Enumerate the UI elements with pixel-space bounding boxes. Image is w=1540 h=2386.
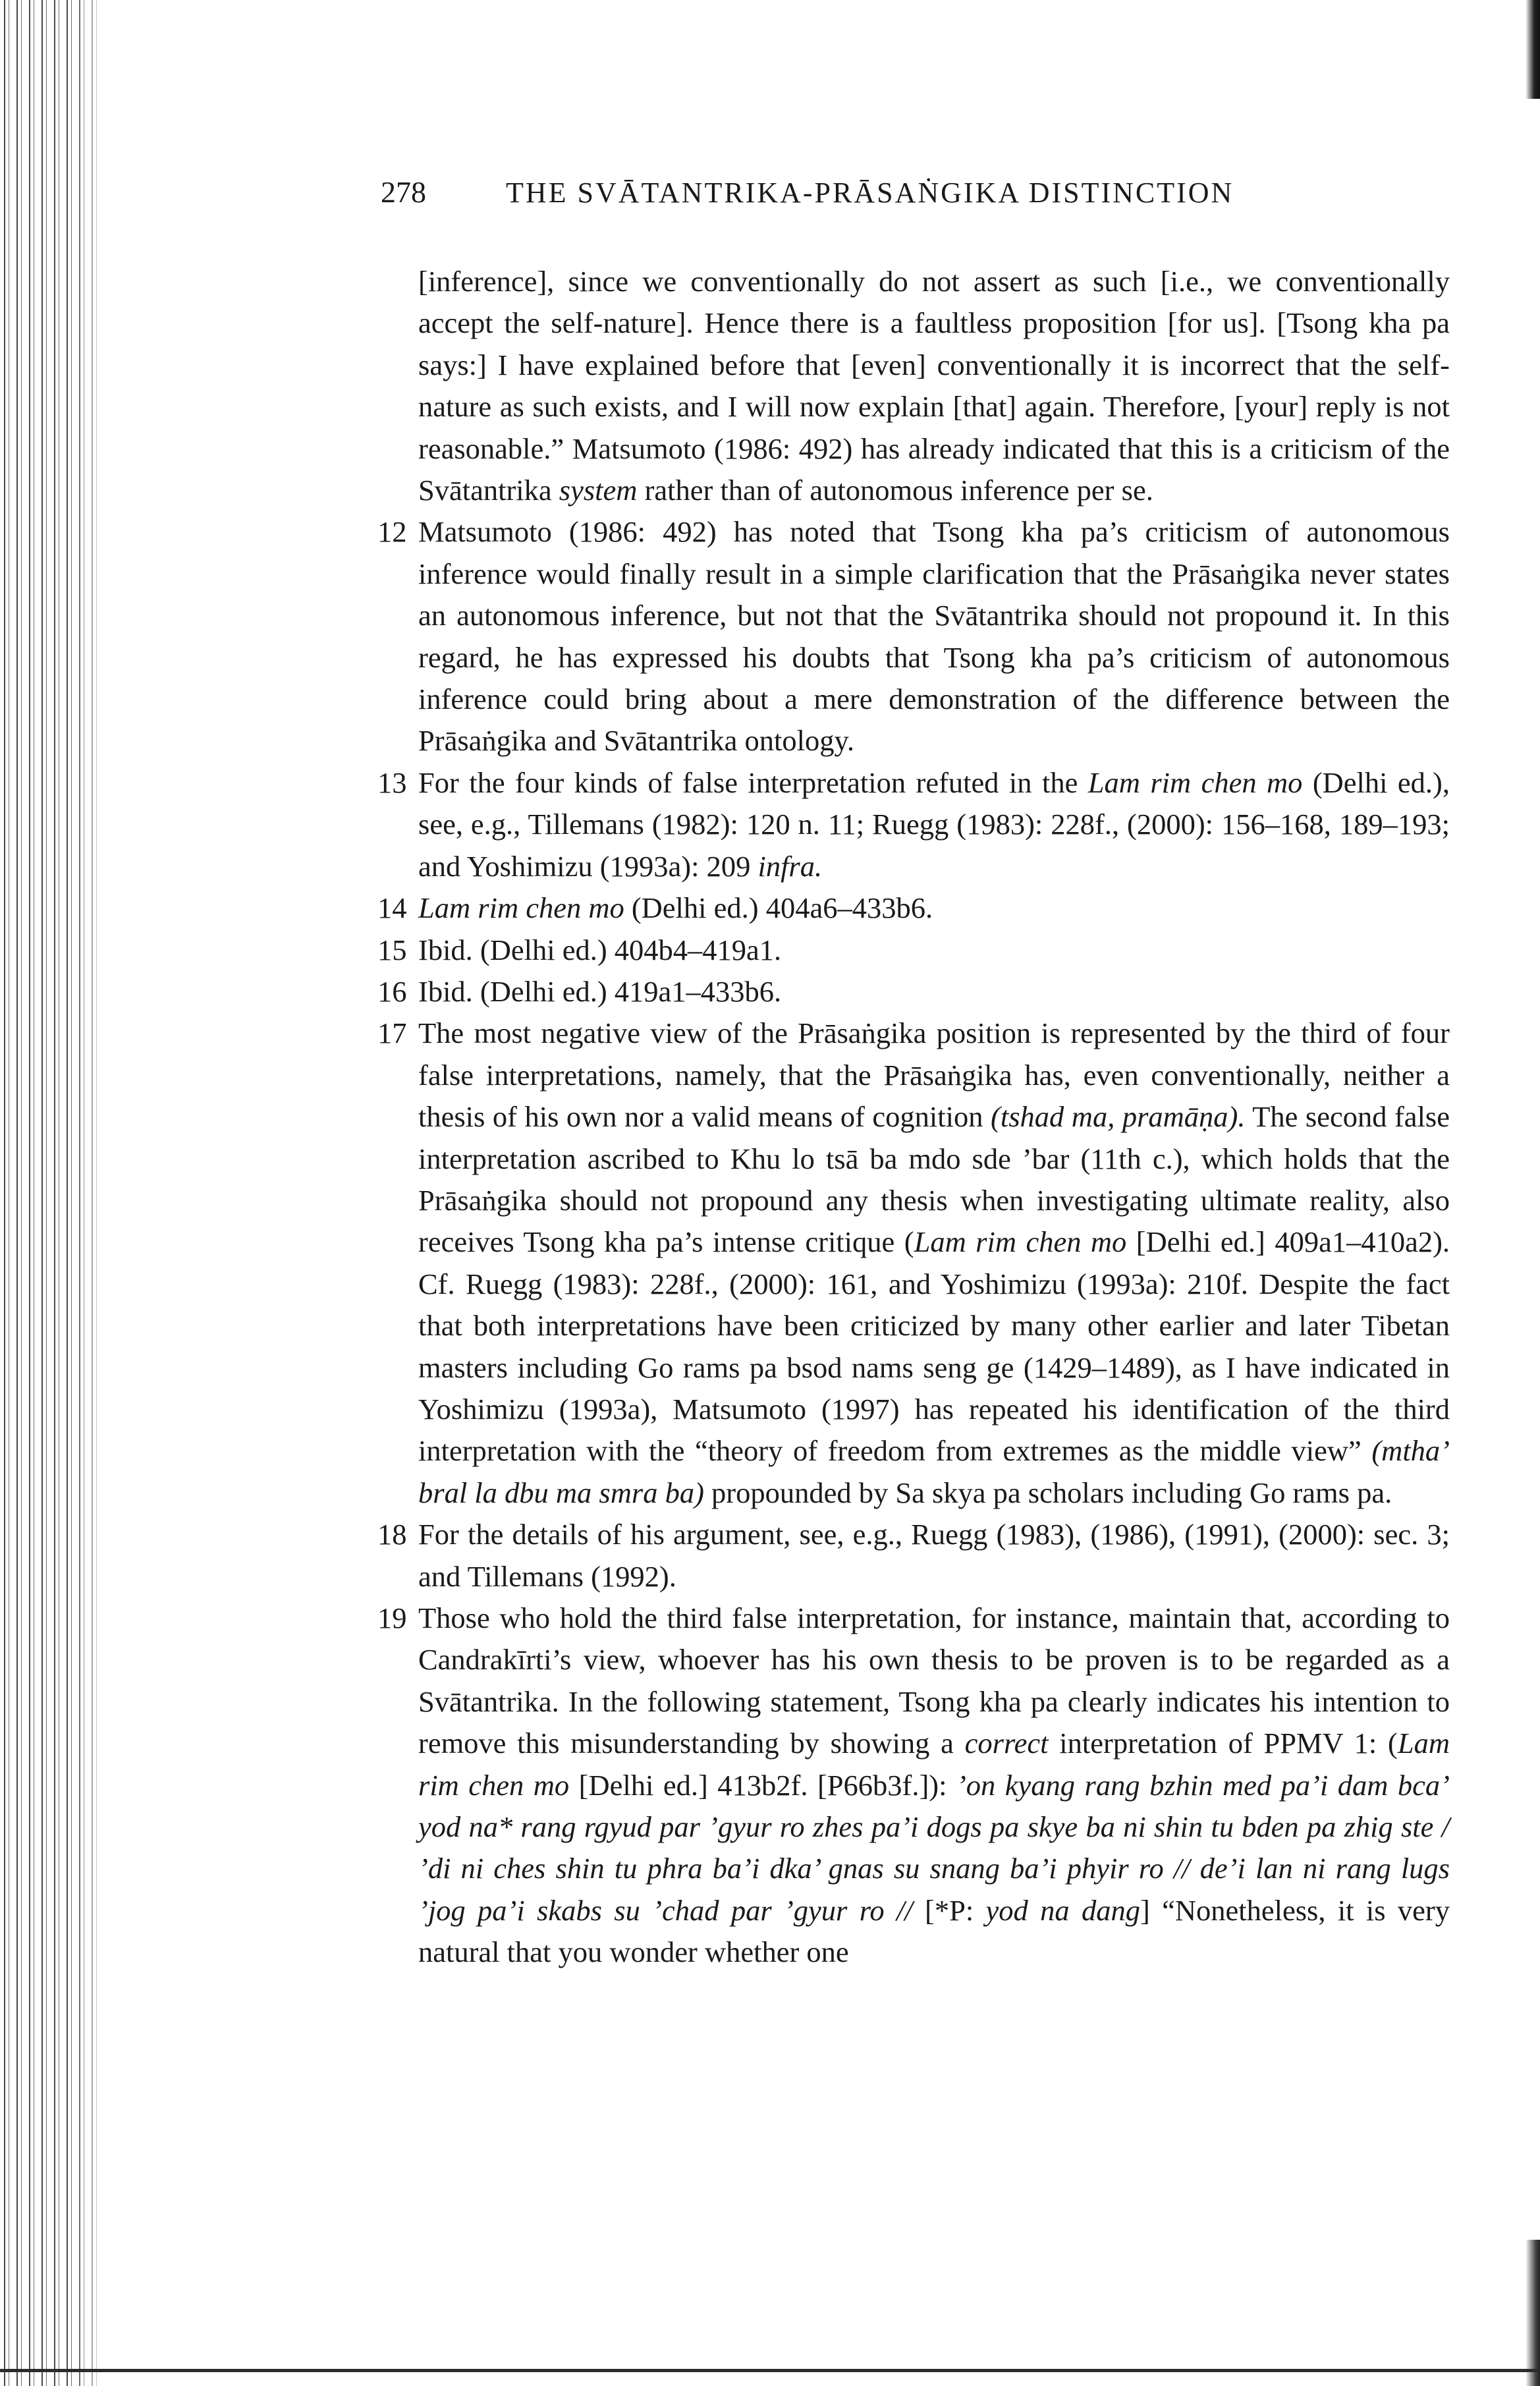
- note-italic: ’on kyang rang bzhin med pa’i dam bca’ yod na* rang rgyud par ’gyur ro zhes pa’i dogs pa skye ba ni shin tu bden pa zhig ste / ’di ni ches shin tu phra ba’i dka’ gnas su snang ba’i phyir ro // de’i lan ni rang lugs ’jog pa’i skabs su ’chad par ’gyur ro //: [418, 1768, 1450, 1927]
- note-13: [377, 762, 1450, 887]
- note-italic: Lam rim chen mo: [914, 1225, 1127, 1259]
- note-text: Those who hold the third false interpretation, for instance, maintain that, according to Candrakīrti’s view, whoever has his own thesis to be proven is to be regarded as a Svātantrika. In the following statement, Tsong kha pa clearly indicates his intention to remove this misunderstanding by showing a: [418, 1601, 1450, 1760]
- note-number: 15: [377, 933, 407, 966]
- note-19: [377, 1597, 1450, 1974]
- page-number: 278: [381, 175, 426, 209]
- note-italic: Lam rim chen mo: [418, 891, 624, 925]
- note-text: Matsumoto (1986: 492) has noted that Tsong kha pa’s criticism of autonomous inference would finally result in a simple clarification that the Prāsaṅgika never states an autonomous inference, but not that the Svātantrika should not propound it. In this regard, he has expressed his doubts that Tsong kha pa’s criticism of autonomous inference could bring about a mere demonstration of the difference between the Prāsaṅgika and Svātantrika ontology.: [418, 515, 1450, 758]
- note-text: [Delhi ed.] 413b2f. [P66b3f.]):: [569, 1768, 956, 1802]
- note-text: [Delhi ed.] 409a1–410a2). Cf. Ruegg (1983): 228f., (2000): 161, and Yoshimizu (1993a): 210f. Despite the fact that both interpretations have been criticized by many other earlier and later Tibetan masters including Go rams pa bsod nams seng ge (1429–1489), as I have indicated in Yoshimizu (1993a), Matsumoto (1997) has repeated his identification of the third interpretation with the “theory of freedom from extremes as the middle view”: [418, 1225, 1450, 1468]
- note-text: Ibid. (Delhi ed.) 404b4–419a1.: [418, 933, 782, 966]
- scan-edge-mark-bottom: [1526, 2240, 1540, 2386]
- note-17: [377, 1013, 1450, 1514]
- endnotes: [377, 261, 1450, 1974]
- scan-binding-fade: [72, 0, 112, 2386]
- note-number: 14: [377, 891, 407, 925]
- note-12: [377, 511, 1450, 762]
- note-text: The most negative view of the Prāsaṅgika position is represented by the third of four false interpretations, namely, that the Prāsaṅgika has, even conventionally, neither a thesis of his own nor a valid means of cognition: [418, 1016, 1450, 1134]
- note-14: [377, 887, 1450, 929]
- note-italic: correct: [964, 1727, 1049, 1760]
- note-text: For the details of his argument, see, e.g., Ruegg (1983), (1986), (1991), (2000): sec. 3; and Tillemans (1992).: [418, 1518, 1450, 1593]
- scan-edge-mark-top: [1526, 0, 1540, 99]
- note-text: rather than of autonomous inference per se.: [637, 474, 1153, 507]
- page-header: [381, 173, 1369, 212]
- note-text: ] “Nonetheless, it is very natural that you wonder whether one: [418, 1893, 1450, 1969]
- note-number: 17: [377, 1016, 407, 1050]
- note-italic: (tshad ma, pramāṇa).: [991, 1100, 1246, 1134]
- note-italic: system: [559, 474, 638, 507]
- note-italic: Lam rim chen mo: [418, 1727, 1450, 1802]
- note-text: [*P:: [912, 1893, 986, 1927]
- note-text: (Delhi ed.), see, e.g., Tillemans (1982): 120 n. 11; Ruegg (1983): 228f., (2000): 156–168, 189–193; and Yoshimizu (1993a): 209: [418, 765, 1450, 883]
- note-16: [377, 971, 1450, 1013]
- note-italic: Lam rim chen mo: [1087, 765, 1303, 799]
- note-18: [377, 1514, 1450, 1597]
- note-italic: yod na dang: [985, 1893, 1140, 1927]
- note-italic: infra.: [757, 849, 823, 883]
- running-head: THE SVĀTANTRIKA-PRĀSAṄGIKA DISTINCTION: [506, 177, 1234, 209]
- note-number: 19: [377, 1601, 407, 1634]
- note-text: Ibid. (Delhi ed.) 419a1–433b6.: [418, 974, 782, 1008]
- scan-bottom-rule: [0, 2369, 1540, 2372]
- note-text: [inference], since we conventionally do not assert as such [i.e., we conventionally accept the self-nature]. Hence there is a faultless proposition [for us]. [Tsong kha pa says:] I have explained before that [even] conventionally it is incorrect that the self-nature as such exists, and I will now explain [that] again. Therefore, [your] reply is not reasonable.” Matsumoto (1986: 492) has already indicated that this is a criticism of the Svātantrika: [418, 265, 1450, 507]
- note-number: 12: [377, 515, 407, 549]
- note-number: 13: [377, 765, 407, 799]
- note-number: 16: [377, 974, 407, 1008]
- note-11-continuation: [377, 261, 1450, 511]
- note-text: For the four kinds of false interpretation refuted in the: [418, 765, 1088, 799]
- note-text: propounded by Sa skya pa scholars including Go rams pa.: [703, 1476, 1392, 1509]
- note-15: [377, 929, 1450, 971]
- note-number: 18: [377, 1518, 407, 1551]
- note-text: The second false interpretation ascribed to Khu lo tsā ba mdo sde ’bar (11th c.), which holds that the Prāsaṅgika should not propound any thesis when investigating ultimate reality, also receives Tsong kha pa’s intense critique (: [418, 1100, 1450, 1259]
- note-italic: (mtha’ bral la dbu ma smra ba): [418, 1434, 1450, 1509]
- note-text: interpretation of PPMV 1: (: [1048, 1727, 1398, 1760]
- note-text: (Delhi ed.) 404a6–433b6.: [624, 891, 933, 925]
